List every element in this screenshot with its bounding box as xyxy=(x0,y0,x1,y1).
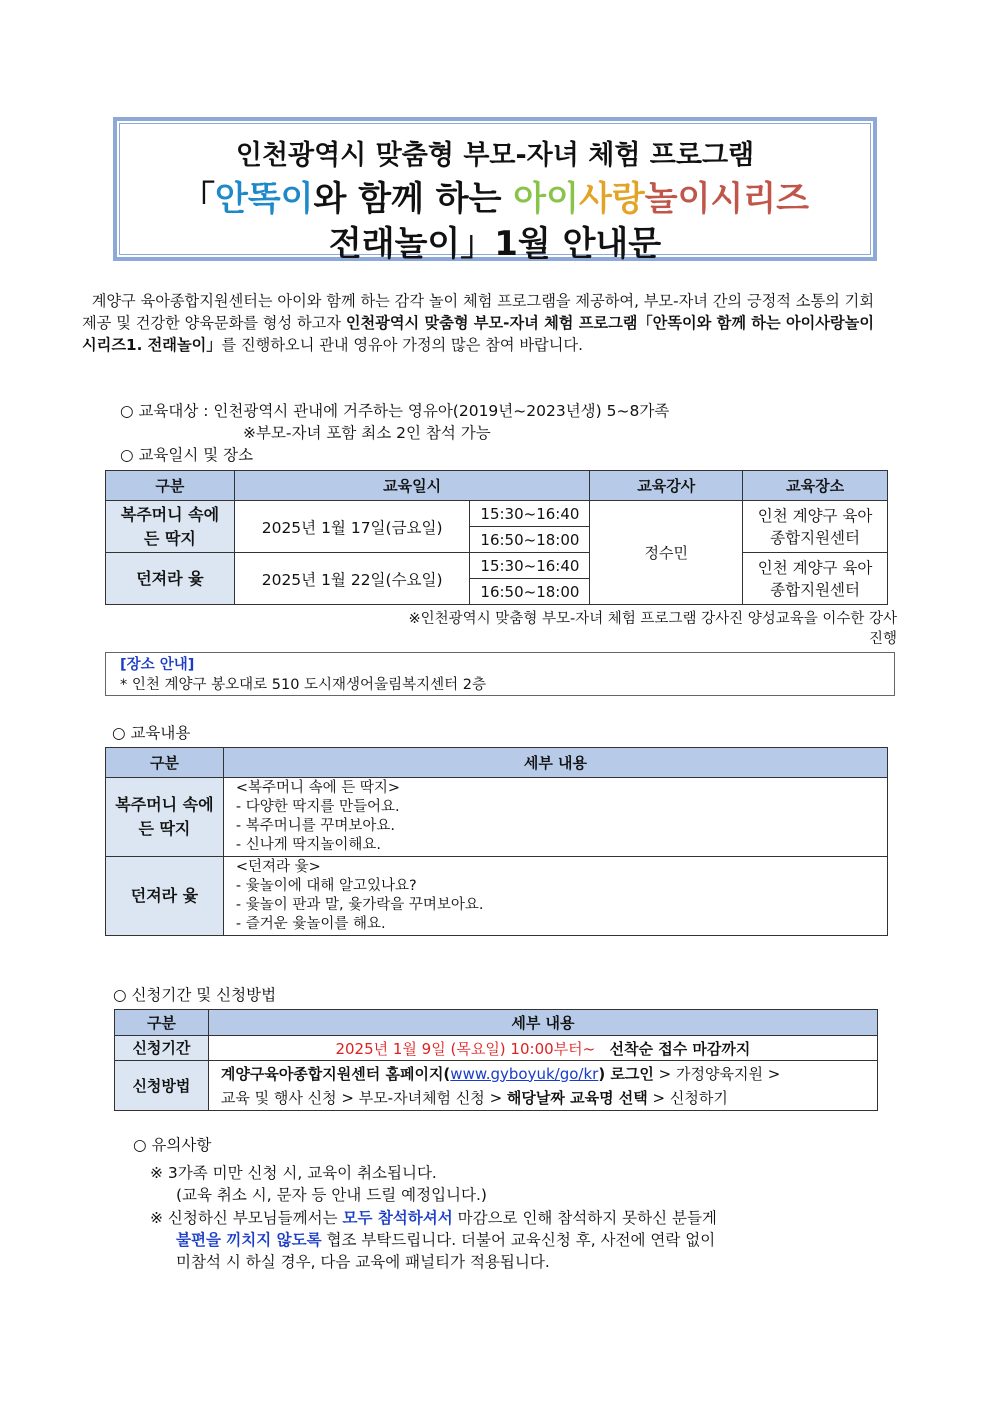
note-2-line3: 미참석 시 하실 경우, 다음 교육에 패널티가 적용됩니다. xyxy=(176,1253,550,1271)
schedule-heading: ○ 교육일시 및 장소 xyxy=(120,446,254,464)
series-char: 시 xyxy=(710,179,744,219)
table-row xyxy=(106,553,888,579)
schedule-place: 인천 계양구 육아종합지원센터 xyxy=(743,501,888,553)
schedule-table xyxy=(105,470,888,605)
schedule-header-row xyxy=(106,471,888,501)
table-row xyxy=(115,1061,878,1111)
intro-paragraph xyxy=(82,290,874,356)
apply-header-detail: 세부 내용 xyxy=(208,1010,877,1036)
series-char: 리 xyxy=(743,179,777,219)
schedule-date: 2025년 1월 22일(수요일) xyxy=(234,553,470,605)
apply-header-row xyxy=(115,1010,878,1036)
title-open-bracket: 「 xyxy=(180,179,215,219)
content-detail-item: - 윷놀이 판과 말, 윷가락을 꾸며보아요. xyxy=(235,897,484,913)
content-detail-cell xyxy=(223,778,887,857)
series-char: 랑 xyxy=(611,179,645,219)
schedule-time: 16:50~18:00 xyxy=(470,579,590,605)
schedule-note-line2: 진행 xyxy=(868,631,897,647)
apply-period-cell xyxy=(208,1036,877,1061)
apply-header-category: 구분 xyxy=(115,1010,209,1036)
apply-method-cell xyxy=(208,1061,877,1111)
content-header-row xyxy=(106,748,888,778)
apply-period-date: 2025년 1월 9일 (목요일) 10:00부터~ xyxy=(335,1039,596,1058)
content-header-category: 구분 xyxy=(106,748,224,778)
place-info-box xyxy=(105,652,895,696)
target-line: ○ 교육대상 : 인천광역시 관내에 거주하는 영유아(2019년~2023년생) 5~8가족 xyxy=(120,402,670,420)
intro-bold: 인천광역시 맞춤형 부모-자녀 체험 프로그램「안똑이와 함께 하는 아이사랑놀이시리즈1. 전래놀이」 xyxy=(82,314,874,354)
schedule-time: 16:50~18:00 xyxy=(470,527,590,553)
note-2-post: 협조 부탁드립니다. 더불어 교육신청 후, 사전에 연락 없이 xyxy=(321,1231,716,1249)
schedule-time: 15:30~16:40 xyxy=(470,553,590,579)
schedule-note-line1: ※인천광역시 맞춤형 부모-자녀 체험 프로그램 강사진 양성교육을 이수한 강사 xyxy=(408,611,897,627)
schedule-time: 15:30~16:40 xyxy=(470,501,590,527)
content-detail-cell xyxy=(223,857,887,936)
schedule-place: 인천 계양구 육아종합지원센터 xyxy=(743,553,888,605)
apply-method-site-close: ) xyxy=(598,1064,606,1083)
content-detail-item: - 복주머니를 꾸며보아요. xyxy=(235,818,396,834)
content-program-name: 복주머니 속에 든 딱지 xyxy=(106,778,224,857)
apply-method-label: 신청방법 xyxy=(115,1061,209,1111)
schedule-instructor: 정수민 xyxy=(590,501,743,605)
title-line1: 인천광역시 맞춤형 부모-자녀 체험 프로그램 xyxy=(235,140,755,171)
content-program-name: 던져라 윷 xyxy=(106,857,224,936)
series-char: 아 xyxy=(513,179,547,219)
series-char: 이 xyxy=(677,179,711,219)
apply-method-login: 로그인 xyxy=(605,1064,654,1083)
apply-period-label: 신청기간 xyxy=(115,1036,209,1061)
target-note: ※부모-자녀 포함 최소 2인 참석 가능 xyxy=(243,424,491,442)
schedule-header-instructor: 교육강사 xyxy=(590,471,743,501)
apply-method-select: 해당날짜 교육명 선택 xyxy=(506,1088,648,1107)
content-table xyxy=(105,747,888,936)
table-row xyxy=(106,778,888,857)
apply-period-rule: 선착순 접수 마감까지 xyxy=(609,1039,751,1058)
apply-heading: ○ 신청기간 및 신청방법 xyxy=(113,986,277,1004)
schedule-program-name: 던져라 윷 xyxy=(106,553,235,605)
note-2-mid: 마감으로 인해 참석하지 못하신 분들게 xyxy=(452,1209,717,1227)
series-char: 이 xyxy=(546,179,579,219)
note-2-line1 xyxy=(150,1207,717,1229)
schedule-header-category: 구분 xyxy=(106,471,235,501)
content-detail-title: <던져라 윷> xyxy=(235,859,321,875)
apply-method-step: > 신청하기 xyxy=(647,1088,728,1107)
content-detail-title: <복주머니 속에 든 딱지> xyxy=(235,780,401,796)
content-heading: ○ 교육내용 xyxy=(112,724,191,742)
title-mascot-name: 안똑이 xyxy=(214,179,314,219)
table-row xyxy=(106,857,888,936)
title-line2 xyxy=(117,171,873,220)
note-1-detail: (교육 취소 시, 문자 등 안내 드릴 예정입니다.) xyxy=(176,1186,487,1204)
apply-method-step: 교육 및 행사 신청 > 부모-자녀체험 신청 > xyxy=(220,1088,507,1107)
notes-heading: ○ 유의사항 xyxy=(133,1136,212,1154)
content-header-detail: 세부 내용 xyxy=(223,748,887,778)
table-row xyxy=(106,501,888,527)
apply-method-line2 xyxy=(221,1086,877,1110)
title-mid: 와 함께 하는 xyxy=(313,179,514,219)
place-info-address: * 인천 계양구 봉오대로 510 도시재생어울림복지센터 2층 xyxy=(120,677,486,693)
series-char: 사 xyxy=(578,179,612,219)
series-char: 즈 xyxy=(776,179,809,219)
schedule-date: 2025년 1월 17일(금요일) xyxy=(234,501,470,553)
place-info-title: [장소 안내] xyxy=(120,657,195,673)
apply-method-step: > 가정양육지원 > xyxy=(653,1064,781,1083)
homepage-link[interactable]: www.gyboyuk/go/kr xyxy=(450,1064,599,1083)
note-2-pre: ※ 신청하신 부모님들께서는 xyxy=(150,1209,343,1227)
content-detail-item: - 다양한 딱지를 만들어요. xyxy=(235,799,400,815)
note-1: ※ 3가족 미만 신청 시, 교육이 취소됩니다. xyxy=(150,1164,437,1182)
note-2-line2 xyxy=(176,1229,715,1251)
apply-method-site: 계양구육아종합지원센터 홈페이지( xyxy=(220,1064,451,1083)
content-detail-item: - 윷놀이에 대해 알고있나요? xyxy=(235,878,417,894)
title-series-name xyxy=(513,179,809,219)
title-line3: 전래놀이」1월 안내문 xyxy=(328,224,662,264)
series-char: 놀 xyxy=(644,179,678,219)
intro-text2: 를 진행하오니 관내 영유아 가정의 많은 참여 바랍니다. xyxy=(221,336,583,354)
note-2-emphasis: 모두 참석하셔서 xyxy=(342,1209,453,1227)
schedule-header-datetime: 교육일시 xyxy=(234,471,590,501)
content-detail-item: - 신나게 딱지놀이해요. xyxy=(235,837,381,853)
schedule-program-name: 복주머니 속에 든 딱지 xyxy=(106,501,235,553)
apply-table xyxy=(114,1009,878,1111)
content-detail-item: - 즐거운 윷놀이를 해요. xyxy=(235,916,386,932)
title-box xyxy=(113,117,877,264)
table-row xyxy=(115,1036,878,1061)
note-2-emphasis: 불편을 끼치지 않도록 xyxy=(176,1231,322,1249)
apply-method-line1 xyxy=(221,1062,877,1086)
intro-text1: 계양구 육아종합지원센터는 아이와 함께 하는 감각 놀이 체험 프로그램을 제공하여, 부모-자녀 간의 긍정적 소통의 기회 제공 및 건강한 양육문화를 형성 하고자 xyxy=(82,292,875,332)
schedule-header-place: 교육장소 xyxy=(743,471,888,501)
